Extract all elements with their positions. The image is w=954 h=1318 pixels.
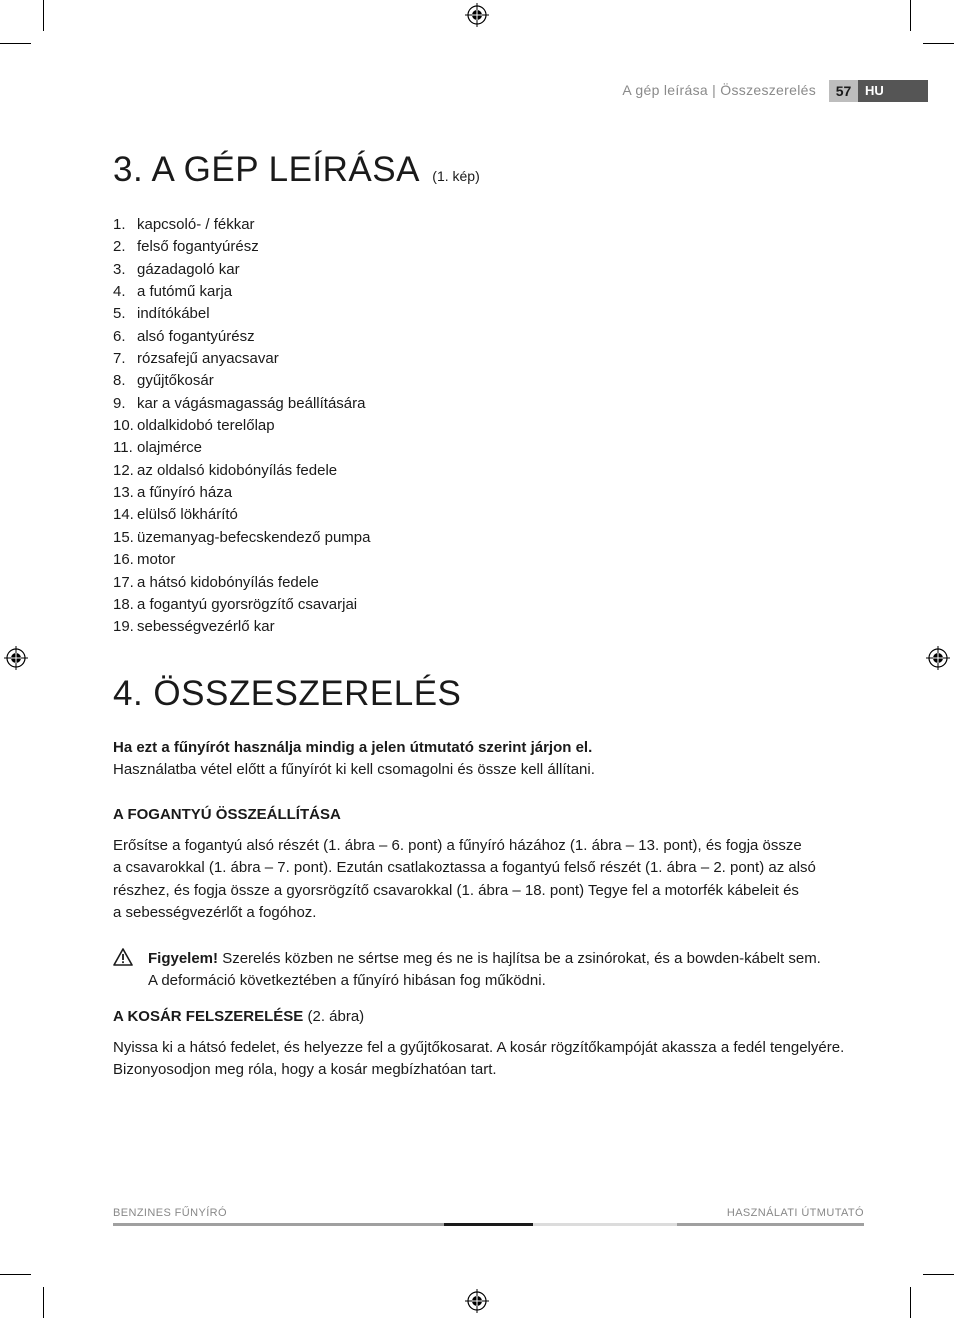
list-item-number: 5.	[113, 305, 126, 323]
list-item	[113, 594, 370, 616]
footer-bar	[677, 1223, 864, 1226]
list-item-label: oldalkidobó terelőlap	[137, 417, 275, 435]
list-item	[113, 259, 370, 281]
list-item-number: 16.	[113, 551, 134, 569]
registration-mark-icon	[465, 1289, 489, 1313]
list-item-label: indítókábel	[137, 305, 210, 323]
list-item-label: felső fogantyúrész	[137, 238, 259, 256]
list-item-number: 7.	[113, 350, 126, 368]
list-item-number: 18.	[113, 595, 134, 613]
warning-line: A deformáció következtében a fűnyíró hibásan fog működni.	[148, 972, 546, 990]
crop-mark	[910, 0, 911, 31]
warning-line-text: Szerelés közben ne sértse meg és ne is hajlítsa be a zsinórokat, és a bowden-kábelt sem.	[218, 950, 821, 967]
list-item-number: 11.	[113, 439, 133, 457]
list-item-number: 2.	[113, 238, 126, 256]
footer-product-name: BENZINES FŰNYÍRÓ	[113, 1207, 227, 1219]
list-item	[113, 236, 370, 258]
list-item-number: 1.	[113, 216, 126, 233]
warning-label: Figyelem!	[148, 950, 219, 967]
list-item	[113, 303, 370, 325]
subsection-heading: A FOGANTYÚ ÖSSZEÁLLÍTÁSA	[113, 806, 341, 823]
footer-bar	[533, 1223, 677, 1226]
paragraph-line: a csavarokkal (1. ábra – 7. pont). Ezután csatlakoztassa a fogantyú felső részét (1. ábra – 2. pont) az alsó	[113, 859, 816, 877]
list-item-number: 8.	[113, 372, 126, 390]
list-item	[113, 214, 370, 236]
warning-line	[148, 948, 821, 970]
registration-mark-icon	[926, 646, 950, 670]
registration-mark-icon	[465, 3, 489, 27]
basket-paragraph	[113, 1037, 844, 1082]
list-item-label: gázadagoló kar	[137, 260, 240, 278]
list-item	[113, 572, 370, 594]
list-item	[113, 370, 370, 392]
list-item	[113, 348, 370, 370]
list-item-label: elülső lökhárító	[137, 506, 238, 524]
list-item	[113, 549, 370, 571]
list-item-label: a futómű karja	[137, 283, 233, 301]
crop-mark	[0, 43, 31, 44]
page-number: 57	[829, 80, 858, 102]
footer-bar	[113, 1223, 444, 1226]
list-item-label: gyűjtőkosár	[137, 372, 214, 390]
list-item-label: kapcsoló- / fékkar	[137, 216, 255, 233]
footer-document-name: HASZNÁLATI ÚTMUTATÓ	[726, 1207, 864, 1219]
section-title: 4. ÖSSZESZERELÉS	[113, 674, 462, 713]
list-item-label: kar a vágásmagasság beállítására	[137, 394, 366, 412]
list-item-number: 13.	[113, 484, 134, 502]
list-item-label: a fűnyíró háza	[137, 484, 233, 502]
list-item-number: 14.	[113, 506, 134, 524]
list-item-label: olajmérce	[137, 439, 203, 457]
list-item	[113, 482, 370, 504]
list-item-label: rózsafejű anyacsavar	[137, 350, 279, 368]
language-tab: HU	[858, 80, 928, 102]
intro-text: Használatba vétel előtt a fűnyírót ki kell csomagolni és össze kell állítani.	[113, 761, 595, 778]
crop-mark	[43, 1287, 44, 1318]
list-item	[113, 326, 370, 348]
crop-mark	[923, 43, 954, 44]
section-title	[113, 150, 480, 190]
list-item-number: 12.	[113, 461, 134, 479]
list-item-label: az oldalsó kidobónyílás fedele	[137, 461, 338, 479]
list-item-label: a hátsó kidobónyílás fedele	[137, 573, 319, 591]
list-item-label: üzemanyag-befecskendező pumpa	[137, 528, 371, 546]
paragraph-line: Erősítse a fogantyú alsó részét (1. ábra – 6. pont) a fűnyíró házához (1. ábra – 13. pont), és fogja össze	[113, 837, 802, 854]
footer-bar	[444, 1223, 533, 1226]
list-item	[113, 527, 370, 549]
list-item-label: a fogantyú gyorsrögzítő csavarjai	[137, 595, 358, 613]
list-item-number: 4.	[113, 283, 126, 301]
list-item-label: alsó fogantyúrész	[137, 327, 255, 345]
paragraph-line: Nyissa ki a hátsó fedelet, és helyezze fel a gyűjtőkosarat. A kosár rögzítőkampóját akassza a fedél tengelyére.	[113, 1039, 845, 1056]
list-item	[113, 393, 370, 415]
list-item	[113, 281, 370, 303]
list-item-number: 17.	[113, 573, 134, 591]
section-title-text: 3. A GÉP LEÍRÁSA	[113, 150, 419, 189]
list-item	[113, 415, 370, 437]
list-item-number: 6.	[113, 327, 126, 345]
list-item	[113, 616, 370, 638]
crop-mark	[0, 1274, 31, 1275]
list-item-label: motor	[137, 551, 176, 569]
crop-mark	[43, 0, 44, 31]
list-item-number: 10.	[113, 417, 134, 435]
running-header: A gép leírása | Összeszerelés	[622, 82, 816, 98]
paragraph-line: Bizonyosodjon meg róla, hogy a kosár megbízhatóan tart.	[113, 1061, 497, 1079]
warning-paragraph	[148, 948, 821, 993]
list-item	[113, 437, 370, 459]
basket-heading-bold: A KOSÁR FELSZERELÉSE	[113, 1008, 304, 1025]
handle-paragraph	[113, 835, 816, 924]
paragraph-line: a sebességvezérlőt a fogóhoz.	[113, 903, 317, 921]
section-subtitle: (1. kép)	[432, 168, 480, 184]
warning-triangle-icon	[113, 948, 133, 966]
paragraph-line: részhez, és fogja össze a gyorsrögzítő csavarokkal (1. ábra – 18. pont) Tegye fel a motorfék kábeleit és	[113, 881, 799, 899]
list-item-number: 15.	[113, 528, 134, 546]
parts-list	[113, 214, 370, 639]
list-item	[113, 504, 370, 526]
list-item-label: sebességvezérlő kar	[137, 618, 275, 636]
list-item-number: 3.	[113, 260, 126, 278]
list-item-number: 9.	[113, 394, 126, 412]
crop-mark	[923, 1274, 954, 1275]
subsection-heading	[113, 1006, 364, 1028]
basket-heading-ref: (2. ábra)	[303, 1008, 365, 1025]
intro-bold-text: Ha ezt a fűnyírót használja mindig a jelen útmutató szerint járjon el.	[113, 739, 593, 756]
crop-mark	[910, 1287, 911, 1318]
registration-mark-icon	[4, 646, 28, 670]
list-item-number: 19.	[113, 618, 134, 636]
list-item	[113, 460, 370, 482]
